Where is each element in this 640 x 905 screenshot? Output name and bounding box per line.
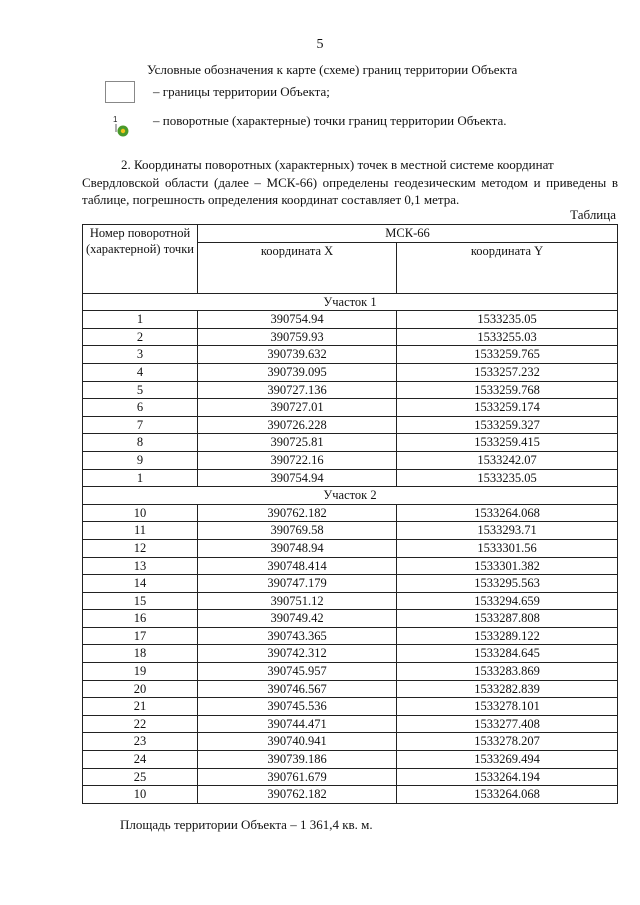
- turning-point-legend-label: – поворотные (характерные) точки границ территории Объекта.: [153, 113, 507, 128]
- point-number-cell: 7: [83, 416, 198, 434]
- table-row: [83, 786, 618, 804]
- turning-point-legend-number: 1: [113, 115, 118, 124]
- page-number: 5: [316, 37, 324, 52]
- table-row: [83, 416, 618, 434]
- point-number-cell: 10: [83, 504, 198, 522]
- coord-y-cell: 1533301.56: [397, 539, 618, 557]
- coord-y-cell: 1533257.232: [397, 363, 618, 381]
- table-row: [83, 610, 618, 628]
- coord-y-cell: 1533259.765: [397, 346, 618, 364]
- coord-x-cell: 390748.94: [198, 539, 397, 557]
- coord-x-cell: 390746.567: [198, 680, 397, 698]
- coord-y-cell: 1533277.408: [397, 715, 618, 733]
- point-number-cell: 9: [83, 451, 198, 469]
- section-row: [83, 293, 618, 311]
- table-row: [83, 557, 618, 575]
- coord-x-cell: 390739.632: [198, 346, 397, 364]
- table-row: [83, 328, 618, 346]
- coord-y-cell: 1533269.494: [397, 751, 618, 769]
- table-row: [83, 698, 618, 716]
- table-row: [83, 399, 618, 417]
- turning-point-legend-icon: [112, 112, 134, 138]
- coord-y-cell: 1533242.07: [397, 451, 618, 469]
- coord-y-cell: 1533259.415: [397, 434, 618, 452]
- table-row: [83, 592, 618, 610]
- coord-y-cell: 1533264.068: [397, 504, 618, 522]
- point-number-cell: 11: [83, 522, 198, 540]
- coord-y-cell: 1533287.808: [397, 610, 618, 628]
- coord-x-cell: 390759.93: [198, 328, 397, 346]
- point-number-cell: 16: [83, 610, 198, 628]
- paragraph-first-line: 2. Координаты поворотных (характерных) точек в местной системе координат: [121, 157, 554, 172]
- table-row: [83, 434, 618, 452]
- table-row: [83, 311, 618, 329]
- table-row: [83, 451, 618, 469]
- table-row: [83, 346, 618, 364]
- coord-x-cell: 390751.12: [198, 592, 397, 610]
- coord-x-cell: 390761.679: [198, 768, 397, 786]
- area-text: Площадь территории Объекта – 1 361,4 кв. м.: [120, 817, 373, 832]
- coord-y-cell: 1533278.101: [397, 698, 618, 716]
- coord-x-cell: 390762.182: [198, 786, 397, 804]
- table-row: [83, 768, 618, 786]
- table-row: [83, 751, 618, 769]
- coord-y-cell: 1533235.05: [397, 469, 618, 487]
- coord-y-cell: 1533293.71: [397, 522, 618, 540]
- coord-x-cell: 390727.01: [198, 399, 397, 417]
- coord-x-cell: 390745.536: [198, 698, 397, 716]
- table-row: [83, 680, 618, 698]
- coord-x-cell: 390726.228: [198, 416, 397, 434]
- header-point-number: Номер поворотной (характерной) точки: [83, 225, 198, 294]
- coord-y-cell: 1533284.645: [397, 645, 618, 663]
- coord-x-cell: 390749.42: [198, 610, 397, 628]
- coord-y-cell: 1533259.174: [397, 399, 618, 417]
- coord-x-cell: 390744.471: [198, 715, 397, 733]
- coord-x-cell: 390754.94: [198, 469, 397, 487]
- point-number-cell: 1: [83, 469, 198, 487]
- coord-y-cell: 1533289.122: [397, 627, 618, 645]
- coord-y-cell: 1533283.869: [397, 663, 618, 681]
- point-number-cell: 14: [83, 575, 198, 593]
- turning-point-dot: [121, 129, 125, 133]
- coord-x-cell: 390739.186: [198, 751, 397, 769]
- paragraph-rest: Свердловской области (далее – МСК-66) определены геодезическим методом и приведены в таблице, погрешность определения координат составляет 0,1 метра.: [82, 174, 618, 207]
- coord-x-cell: 390727.136: [198, 381, 397, 399]
- point-number-cell: 25: [83, 768, 198, 786]
- point-number-cell: 19: [83, 663, 198, 681]
- coord-y-cell: 1533294.659: [397, 592, 618, 610]
- point-number-cell: 17: [83, 627, 198, 645]
- coord-y-cell: 1533295.563: [397, 575, 618, 593]
- section-row: [83, 487, 618, 505]
- point-number-cell: 1: [83, 311, 198, 329]
- coord-y-cell: 1533282.839: [397, 680, 618, 698]
- section-title: Участок 2: [83, 487, 618, 505]
- legend-title: Условные обозначения к карте (схеме) границ территории Объекта: [147, 62, 518, 77]
- point-number-cell: 22: [83, 715, 198, 733]
- coord-y-cell: 1533301.382: [397, 557, 618, 575]
- coord-y-cell: 1533259.768: [397, 381, 618, 399]
- table-row: [83, 381, 618, 399]
- point-number-cell: 18: [83, 645, 198, 663]
- header-coord-x: координата X: [198, 242, 397, 293]
- table-row: [83, 627, 618, 645]
- coordinates-table: [82, 224, 618, 804]
- point-number-cell: 24: [83, 751, 198, 769]
- coord-y-cell: 1533278.207: [397, 733, 618, 751]
- table-row: [83, 663, 618, 681]
- header-coord-y: координата Y: [397, 242, 618, 293]
- table-row: [83, 504, 618, 522]
- coord-x-cell: 390754.94: [198, 311, 397, 329]
- point-number-cell: 2: [83, 328, 198, 346]
- coord-x-cell: 390739.095: [198, 363, 397, 381]
- header-msk: МСК-66: [198, 225, 618, 243]
- point-number-cell: 4: [83, 363, 198, 381]
- table-row: [83, 645, 618, 663]
- coord-x-cell: 390769.58: [198, 522, 397, 540]
- coord-x-cell: 390740.941: [198, 733, 397, 751]
- coord-x-cell: 390748.414: [198, 557, 397, 575]
- coord-x-cell: 390747.179: [198, 575, 397, 593]
- boundary-legend-label: – границы территории Объекта;: [153, 84, 330, 99]
- coord-x-cell: 390742.312: [198, 645, 397, 663]
- coord-y-cell: 1533264.194: [397, 768, 618, 786]
- table-row: [83, 522, 618, 540]
- coord-x-cell: 390745.957: [198, 663, 397, 681]
- table-caption: Таблица: [570, 207, 616, 222]
- point-number-cell: 6: [83, 399, 198, 417]
- coord-x-cell: 390725.81: [198, 434, 397, 452]
- section-title: Участок 1: [83, 293, 618, 311]
- table-row: [83, 715, 618, 733]
- point-number-cell: 5: [83, 381, 198, 399]
- table-row: [83, 363, 618, 381]
- table-row: [83, 469, 618, 487]
- point-number-cell: 8: [83, 434, 198, 452]
- coord-y-cell: 1533264.068: [397, 786, 618, 804]
- table-row: [83, 575, 618, 593]
- point-number-cell: 13: [83, 557, 198, 575]
- point-number-cell: 21: [83, 698, 198, 716]
- table-row: [83, 733, 618, 751]
- coord-y-cell: 1533259.327: [397, 416, 618, 434]
- coord-x-cell: 390743.365: [198, 627, 397, 645]
- coord-y-cell: 1533255.03: [397, 328, 618, 346]
- table-row: [83, 539, 618, 557]
- point-number-cell: 3: [83, 346, 198, 364]
- coord-x-cell: 390722.16: [198, 451, 397, 469]
- coord-x-cell: 390762.182: [198, 504, 397, 522]
- point-number-cell: 20: [83, 680, 198, 698]
- point-number-cell: 15: [83, 592, 198, 610]
- coord-y-cell: 1533235.05: [397, 311, 618, 329]
- point-number-cell: 12: [83, 539, 198, 557]
- table-body: [83, 293, 618, 803]
- boundary-legend-icon: [105, 81, 135, 103]
- coordinates-paragraph: [82, 156, 618, 209]
- point-number-cell: 23: [83, 733, 198, 751]
- point-number-cell: 10: [83, 786, 198, 804]
